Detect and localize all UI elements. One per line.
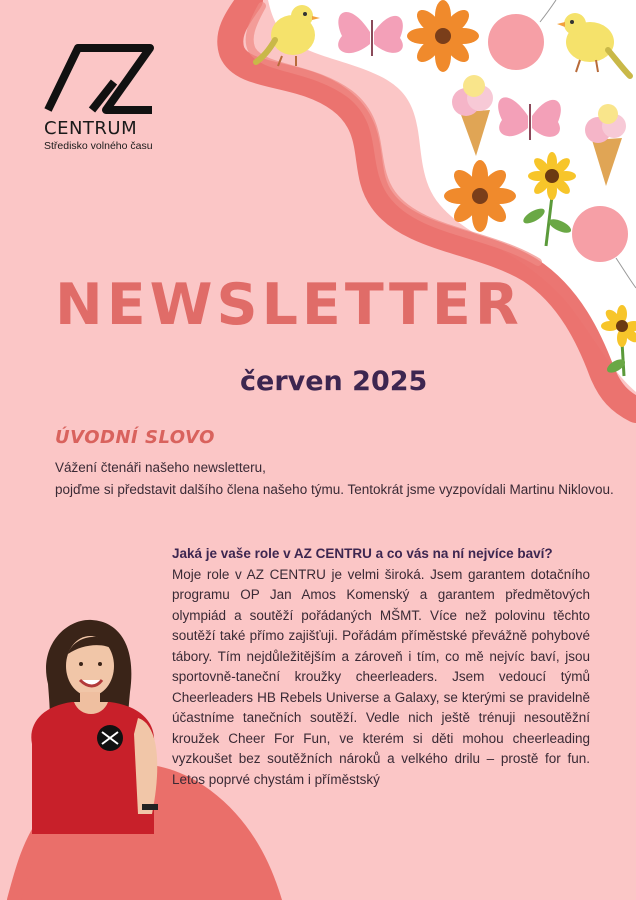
- issue-date: červen 2025: [240, 366, 428, 397]
- interview-answer: Moje role v AZ CENTRU je velmi široká. Jsem garantem dotačního programu OP Jan Amos Komenský a garantem předmětových olympiád a soutěží pořádaných MŠMT. Více než polovinu těchto soutěží také přímo zajišťuji. Pořádám příměstské převážně pohybové tábory. Tím nejdůležitějším a zároveň i tím, co mě nejvíc baví, jsou sportovně-taneční kroužky cheerleaders. Jsem vedoucí týmů Cheerleaders HB Rebels Universe a Galaxy, se kterými se pravidelně účastníme tanečních soutěží. Vedle nich ještě trénuji nesoutěžní kroužek Cheer For Fun, ve kterém si děti mohou cheerleading vyzkoušet bez soutěžních nároků a velkého drilu – prostě for fun. Letos poprvé chystám i příměstský: [172, 566, 590, 787]
- logo-subtitle: Středisko volného času: [44, 140, 153, 152]
- intro-line: pojďme si představit dalšího člena našeho týmu. Tentokrát jsme vyzpovídali Martinu Niklovou.: [55, 482, 614, 497]
- intro-text: [55, 457, 615, 501]
- az-logo-icon: [44, 42, 156, 116]
- interview-block: [172, 544, 590, 790]
- intro-line: Vážení čtenáři našeho newsletteru,: [55, 460, 266, 475]
- section-heading: ÚVODNÍ SLOVO: [55, 427, 215, 448]
- shirt-logo-icon: [97, 725, 123, 751]
- staff-photo: [18, 614, 168, 834]
- az-centrum-logo: [40, 42, 170, 152]
- logo-wordmark: CENTRUM: [44, 118, 138, 139]
- interview-question: Jaká je vaše role v AZ CENTRU a co vás na ní nejvíce baví?: [172, 546, 553, 561]
- newsletter-title: NEWSLETTER: [55, 272, 523, 338]
